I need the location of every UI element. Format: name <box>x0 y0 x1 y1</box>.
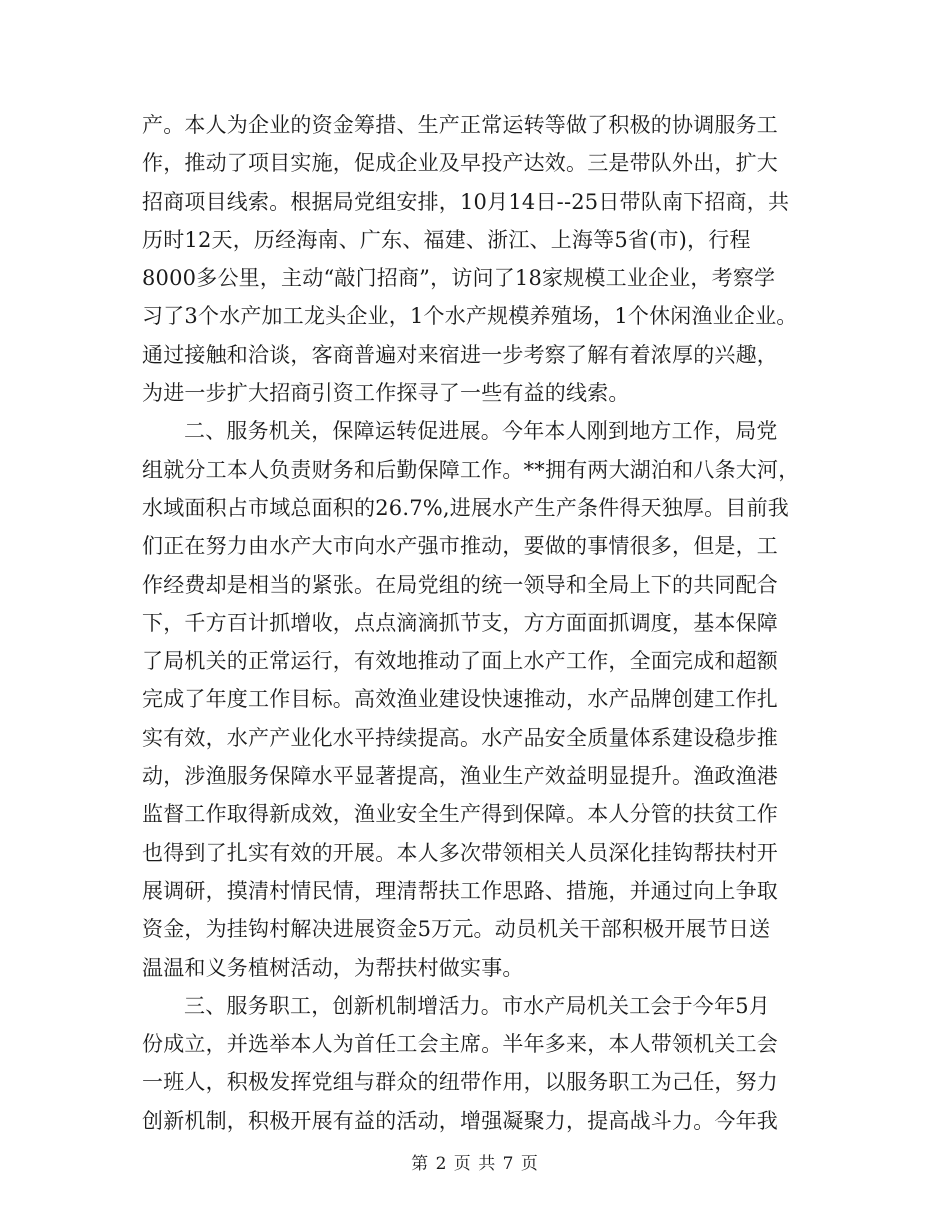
text-line: 温温和义务植树活动，为帮扶村做实事。 <box>142 955 524 980</box>
text-line: 三、服务职工，创新机制增活力。市水产局机关工会于今年5月 <box>184 993 770 1018</box>
text-line: 也得到了扎实有效的开展。本人多次带领相关人员深化挂钩帮扶村开 <box>142 840 778 865</box>
text-line: 创新机制，积极开展有益的活动，增强凝聚力，提高战斗力。今年我 <box>142 1108 778 1133</box>
text-line: 8000多公里，主动“敲门招商”，访问了18家规模工业企业，考察学 <box>142 266 776 291</box>
text-line: 水域面积占市域总面积的26.7%,进展水产生产条件得天独厚。目前我 <box>142 495 789 520</box>
text-line: 历时12天，历经海南、广东、福建、浙江、上海等5省(市)，行程 <box>142 227 751 252</box>
text-line: 们正在努力由水产大市向水产强市推动，要做的事情很多，但是，工 <box>142 534 778 559</box>
text-line: 作经费却是相当的紧张。在局党组的统一领导和全局上下的共同配合 <box>142 572 778 597</box>
text-line: 展调研，摸清村情民情，理清帮扶工作思路、措施，并通过向上争取 <box>142 878 778 903</box>
text-line: 二、服务机关，保障运转促进展。今年本人刚到地方工作，局党 <box>184 419 778 444</box>
text-line: 实有效，水产产业化水平持续提高。水产品安全质量体系建设稳步推 <box>142 725 778 750</box>
text-line: 招商项目线索。根据局党组安排，10月14日--25日带队南下招商，共 <box>142 189 790 214</box>
text-line: 一班人，积极发挥党组与群众的纽带作用，以服务职工为己任，努力 <box>142 1070 778 1095</box>
text-line: 为进一步扩大招商引资工作探寻了一些有益的线索。 <box>142 381 630 406</box>
text-line: 习了3个水产加工龙头企业，1个水产规模养殖场，1个休闲渔业企业。 <box>142 304 798 329</box>
body-text <box>142 106 814 1140</box>
page-footer: 第 2 页 共 7 页 <box>411 1154 539 1174</box>
text-line: 下，千方百计抓增收，点点滴滴抓节支，方方面面抓调度，基本保障 <box>142 610 778 635</box>
text-line: 了局机关的正常运行，有效地推动了面上水产工作，全面完成和超额 <box>142 649 778 674</box>
text-line: 监督工作取得新成效，渔业安全生产得到保障。本人分管的扶贫工作 <box>142 802 778 827</box>
text-line: 组就分工本人负责财务和后勤保障工作。**拥有两大湖泊和八条大河， <box>142 457 800 482</box>
text-line: 资金，为挂钩村解决进展资金5万元。动员机关干部积极开展节日送 <box>142 917 771 942</box>
text-line: 产。本人为企业的资金筹措、生产正常运转等做了积极的协调服务工 <box>142 113 778 137</box>
text-line: 作，推动了项目实施，促成企业及早投产达效。三是带队外出，扩大 <box>142 151 778 176</box>
text-line: 份成立，并选举本人为首任工会主席。半年多来，本人带领机关工会 <box>142 1032 778 1057</box>
text-line: 通过接触和洽谈，客商普遍对来宿进一步考察了解有着浓厚的兴趣， <box>142 342 778 367</box>
text-line: 动，涉渔服务保障水平显著提高，渔业生产效益明显提升。渔政渔港 <box>142 764 778 789</box>
text-line: 完成了年度工作目标。高效渔业建设快速推动，水产品牌创建工作扎 <box>142 687 778 712</box>
